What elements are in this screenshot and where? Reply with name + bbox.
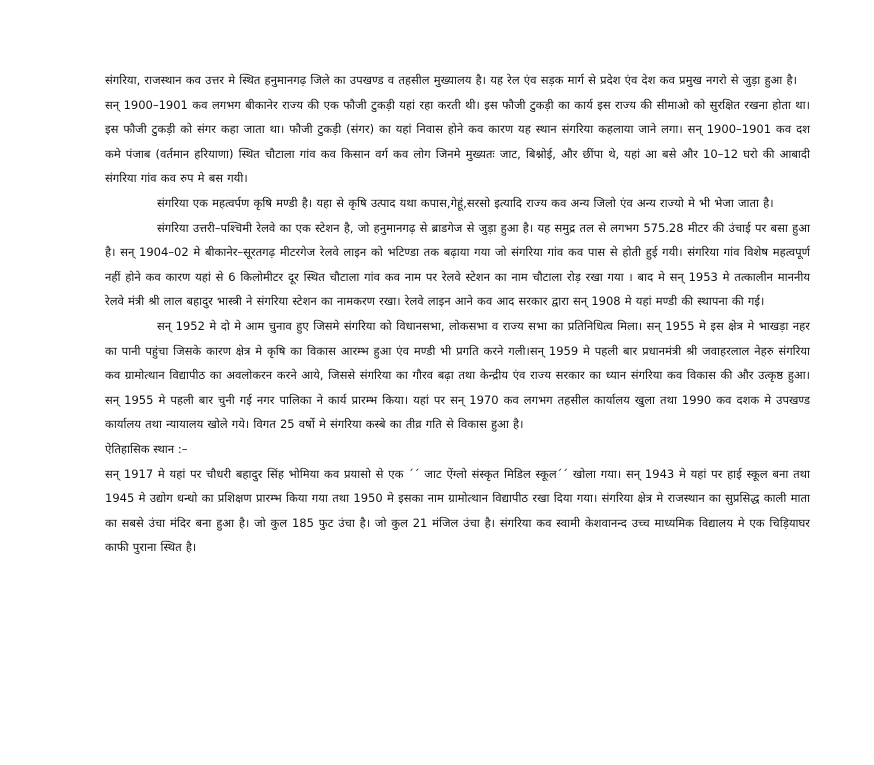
paragraph-history: सन् 1900–1901 कव लगभग बीकानेर राज्य की एक फौजी टुकड़ी यहां रहा करती थी। इस फौजी टुकड़ी का कार्य इस राज्य की सीमाओ को सुरक्षित रखना होता था। इस फौजी टुकड़ी को संगर कहा जाता था। फौजी टुकड़ी (संगर) का यहां निवास होने कव कारण यह स्थान संगरिया कहलाया जाने लगा। सन् 1900–1901 कव दश कमे पंजाब (वर्तमान हरियाणा) स्थित चौटाला गांव कव किसान वर्ग कव लोग जिनमे मुख्यतः जाट, बिश्नोई, और छींपा थे, यहां आ बसे और 10–12 घरो की आबादी संगरिया गांव कव रुप मे बस गयी।: [105, 97, 810, 186]
paragraph-historical-places: सन् 1917 मे यहां पर चौधरी बहादुर सिंह भोमिया कव प्रयासो से एक ´´ जाट ऐंग्लो संस्कृत मिडिल स्कूल´´ खोला गया। सन् 1943 मे यहां पर हाई स्कूल बना तथा 1945 मे उद्योग धन्धो का प्रशिक्षण प्रारम्भ किया गया तथा 1950 मे इसका नाम ग्रामोत्थान विद्यापीठ रखा दिया गया। संगरिया क्षेत्र मे राजस्थान का सुप्रसिद्ध काली माता का सबसे उंचा मंदिर बना हुआ है। जो कुल 185 फुट उंचा है। जो कुल 21 मंजिल उंचा है। संगरिया कव स्वामी केशवानन्द उच्च माध्यमिक विद्यालय मे एक चिड़ियाघर काफी पुराना स्थित है।: [105, 466, 810, 555]
paragraph-intro: संगरिया, राजस्थान कव उत्तर मे स्थित हनुमानगढ़ जिले का उपखण्ड व तहसील मुख्यालय है। यह रेल एंव सड़क मार्ग से प्रदेश एंव देश कव प्रमुख नगरो से जुड़ा हुआ है।: [105, 73, 797, 87]
section-heading: ऐतिहासिक स्थान :–: [105, 441, 188, 456]
paragraph-development: सन् 1952 मे दो मे आम चुनाव हुए जिसमे संगरिया को विधानसभा, लोकसभा व राज्य सभा का प्रतिनिधित्व मिला। सन् 1955 मे इस क्षेत्र मे भाखड़ा नहर का पानी पहुंचा जिसके कारण क्षेत्र मे कृषि का विकास आरम्भ हुआ एंव मण्डी भी प्रगति करने गली।सन् 1959 मे पहली बार प्रधानमंत्री श्री जवाहरलाल नेहरु संगरिया कव ग्रामोत्थान विद्यापीठ का अवलोकरन करने आये, जिससे संगरिया का गौरव बढ़ा तथा केन्द्रीय एंव राज्य सरकार का ध्यान संगरिया कव विकास की और उत्कृष्ठ हुआ। सन् 1955 मे पहली बार चुनी गई नगर पालिका ने कार्य प्रारम्भ किया। यहां पर सन् 1970 कव लगभग तहसील कार्यालय खुला तथा 1990 कव दशक मे उपखण्ड कार्यालय तथा न्यायालय खोले गये। विगत 25 वर्षो मे संगरिया कस्बे का तीव्र गति से विकास हुआ है।: [105, 318, 810, 432]
paragraph-railway: संगरिया उत्तरी–पश्चिमी रेलवे का एक स्टेशन है, जो हनुमानगढ़ से ब्राडगेज से जुड़ा हुआ है। यह समुद्र तल से लगभग 575.28 मीटर की उंचाई पर बसा हुआ है। सन् 1904–02 मे बीकानेर–सूरतगढ़ मीटरगेज रेलवे लाइन को भटिण्डा तक बढ़ाया गया जो संगरिया गांव कव पास से होती हुई गयी। संगरिया गांव विशेष महत्वपूर्ण नहीं होने कव कारण यहां से 6 किलोमीटर दूर स्थित चौटाला गांव कव नाम पर रेलवे स्टेशन का नाम चौटाला रोड़ रखा गया । बाद मे सन् 1953 मे तत्कालीन माननीय रेलवे मंत्री श्री लाल बहादुर भास्त्री ने संगरिया स्टेशन का नामकरण रखा। रेलवे लाइन आने कव आद सरकार द्वारा सन् 1908 मे यहां मण्डी की स्थापना की गई।: [105, 220, 810, 309]
paragraph-agriculture: संगरिया एक महत्वर्पण कृषि मण्डी है। यहा से कृषि उत्पाद यथा कपास,गेहूं,सरसो इत्यादि राज्य कव अन्य जिलो एंव अन्य राज्यो मे भी भेजा जाता है।: [157, 195, 774, 210]
document-body: [105, 68, 810, 560]
